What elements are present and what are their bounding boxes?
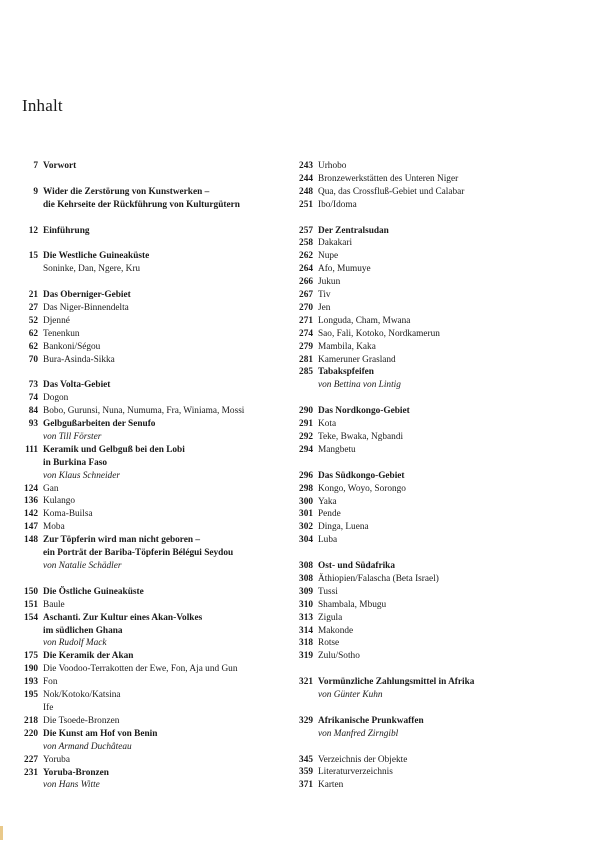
toc-entry-title: Djenné xyxy=(43,315,70,326)
toc-spacer xyxy=(290,212,590,225)
toc-entry xyxy=(290,637,590,650)
toc-page-number: 62 xyxy=(28,341,38,352)
toc-page-number: 9 xyxy=(33,186,38,197)
toc-entry xyxy=(290,612,590,625)
toc-entry xyxy=(290,263,590,276)
toc-entry xyxy=(18,392,288,405)
toc-entry-title: Rotse xyxy=(318,638,340,649)
toc-entry xyxy=(290,766,590,779)
toc-entry-title: im südlichen Ghana xyxy=(43,625,123,636)
toc-entry-title: Yoruba xyxy=(43,754,70,765)
toc-author xyxy=(290,689,590,702)
toc-entry xyxy=(290,470,590,483)
toc-page-number: 309 xyxy=(299,586,313,597)
toc-page-number: 296 xyxy=(299,470,313,481)
toc-spacer xyxy=(290,663,590,676)
toc-author xyxy=(18,431,288,444)
toc-entry-title: Shambala, Mbugu xyxy=(318,599,387,610)
toc-entry-title: Kulango xyxy=(43,496,76,507)
toc-entry-title: Das Nordkongo-Gebiet xyxy=(318,406,410,417)
toc-page-number: 301 xyxy=(299,509,313,520)
toc-page-number: 314 xyxy=(299,625,313,636)
toc-entry xyxy=(18,405,288,418)
toc-entry-title: Luba xyxy=(318,535,338,546)
toc-entry-title: Baule xyxy=(43,599,65,610)
toc-entry-title: von Manfred Zirngibl xyxy=(318,728,399,739)
toc-entry xyxy=(290,366,590,379)
toc-spacer xyxy=(290,702,590,715)
toc-entry xyxy=(18,341,288,354)
toc-entry-title: Tenenkun xyxy=(43,328,80,339)
toc-author xyxy=(18,470,288,483)
toc-page-number: 290 xyxy=(299,406,313,417)
toc-author xyxy=(290,728,590,741)
toc-entry-title: Koma-Builsa xyxy=(43,509,93,520)
toc-page-number: 70 xyxy=(28,354,38,365)
toc-page-number: 292 xyxy=(299,432,313,442)
toc-page-number: 308 xyxy=(299,561,313,572)
toc-page-number: 147 xyxy=(24,522,38,533)
toc-page-number: 298 xyxy=(299,483,313,494)
toc-page-number: 345 xyxy=(299,754,313,765)
toc-entry-title: von Till Förster xyxy=(43,431,102,442)
toc-column-right xyxy=(290,160,590,792)
toc-page-number: 15 xyxy=(28,251,38,262)
toc-entry-title: Ibo/Idoma xyxy=(318,199,357,210)
toc-entry xyxy=(18,418,288,431)
toc-entry xyxy=(290,225,590,238)
toc-entry xyxy=(290,586,590,599)
toc-entry xyxy=(18,263,288,276)
toc-entry xyxy=(18,728,288,741)
toc-entry xyxy=(18,663,288,676)
toc-page-number: 142 xyxy=(24,509,38,520)
toc-entry-title: Yoruba-Bronzen xyxy=(43,767,109,778)
toc-author xyxy=(18,779,288,792)
toc-page-number: 271 xyxy=(299,315,313,326)
toc-entry-title: Gan xyxy=(43,483,59,494)
toc-entry xyxy=(290,599,590,612)
toc-entry xyxy=(18,508,288,521)
toc-entry xyxy=(290,521,590,534)
toc-entry xyxy=(290,715,590,728)
toc-page-number: 175 xyxy=(24,651,38,662)
toc-entry-title: Bronzewerkstätten des Unteren Niger xyxy=(318,173,459,184)
toc-entry xyxy=(18,160,288,173)
toc-entry-title: Die Östliche Guineaküste xyxy=(43,586,144,597)
toc-entry-title: Jukun xyxy=(318,277,341,288)
toc-entry-title: Die Tsoede-Bronzen xyxy=(43,715,120,726)
toc-entry-title: Gelbgußarbeiten der Senufo xyxy=(43,419,156,430)
toc-entry-title: Afo, Mumuye xyxy=(318,264,371,275)
toc-entry-title: Kameruner Grasland xyxy=(318,354,396,365)
toc-entry xyxy=(290,173,590,186)
toc-entry xyxy=(18,625,288,638)
toc-page-number: 84 xyxy=(28,406,38,417)
toc-page-number: 7 xyxy=(33,161,38,171)
toc-author xyxy=(18,560,288,573)
toc-entry-title: Yaka xyxy=(318,496,337,507)
toc-page-number: 231 xyxy=(24,767,38,778)
toc-entry xyxy=(290,534,590,547)
toc-entry-title: Mambila, Kaka xyxy=(318,341,376,352)
toc-page-number: 281 xyxy=(299,354,313,365)
toc-entry xyxy=(18,612,288,625)
toc-entry-title: Die Voodoo-Terrakotten der Ewe, Fon, Aja und Gun xyxy=(43,664,238,675)
toc-entry-title: Urhobo xyxy=(318,161,347,171)
toc-page-number: 12 xyxy=(28,225,38,236)
toc-page-number: 294 xyxy=(299,444,313,455)
toc-entry-title: Teke, Bwaka, Ngbandi xyxy=(318,432,404,442)
toc-entry xyxy=(290,483,590,496)
toc-entry-title: Ife xyxy=(43,702,54,713)
toc-entry-title: Der Zentralsudan xyxy=(318,225,389,236)
toc-page-number: 227 xyxy=(24,754,38,765)
toc-page-number: 302 xyxy=(299,522,313,533)
toc-entry-title: Wider die Zerstörung von Kunstwerken – xyxy=(43,186,210,197)
toc-page-number: 258 xyxy=(299,238,313,249)
toc-author xyxy=(18,741,288,754)
toc-spacer xyxy=(290,547,590,560)
toc-page-number: 243 xyxy=(299,161,313,171)
toc-entry xyxy=(18,186,288,199)
toc-entry-title: von Hans Witte xyxy=(43,780,100,791)
toc-entry-title: Sao, Fali, Kotoko, Nordkamerun xyxy=(318,328,440,339)
toc-entry xyxy=(290,160,590,173)
toc-entry-title: Aschanti. Zur Kultur eines Akan-Volkes xyxy=(43,612,203,623)
toc-entry xyxy=(290,560,590,573)
toc-entry-title: ein Porträt der Bariba-Töpferin Bélégui Seydou xyxy=(43,548,234,559)
toc-entry-title: Zur Töpferin wird man nicht geboren – xyxy=(43,535,201,546)
toc-page-number: 313 xyxy=(299,612,313,623)
toc-entry xyxy=(18,225,288,238)
toc-spacer xyxy=(290,392,590,405)
toc-entry xyxy=(290,779,590,792)
toc-entry xyxy=(290,315,590,328)
toc-entry-title: Kota xyxy=(318,419,337,430)
toc-spacer xyxy=(18,173,288,186)
toc-spacer xyxy=(18,366,288,379)
toc-spacer xyxy=(18,237,288,250)
toc-entry-title: von Klaus Schneider xyxy=(43,470,120,481)
toc-entry-title: Das Südkongo-Gebiet xyxy=(318,470,405,481)
toc-entry-title: von Günter Kuhn xyxy=(318,690,383,701)
toc-entry-title: Pende xyxy=(318,509,341,520)
toc-entry-title: Jen xyxy=(318,302,331,313)
toc-entry xyxy=(18,354,288,367)
toc-author xyxy=(290,379,590,392)
toc-entry-title: die Kehrseite der Rückführung von Kulturgütern xyxy=(43,199,240,210)
toc-page-number: 150 xyxy=(24,586,38,597)
toc-entry-title: Die Keramik der Akan xyxy=(43,651,134,662)
toc-entry-title: in Burkina Faso xyxy=(43,457,108,468)
toc-entry xyxy=(18,495,288,508)
toc-entry-title: Literaturverzeichnis xyxy=(318,767,393,778)
toc-entry-title: Vorwort xyxy=(43,161,77,171)
toc-page-number: 136 xyxy=(24,496,38,507)
toc-entry-title: Tabakspfeifen xyxy=(318,367,374,378)
toc-page-number: 124 xyxy=(24,483,38,494)
toc-entry-title: von Rudolf Mack xyxy=(43,638,107,649)
page-title: Inhalt xyxy=(22,96,63,115)
toc-page-number: 310 xyxy=(299,599,313,610)
toc-page-number: 154 xyxy=(24,612,38,623)
toc-page-number: 274 xyxy=(299,328,313,339)
toc-entry-title: Vormünzliche Zahlungsmittel in Afrika xyxy=(318,677,475,688)
toc-entry xyxy=(18,379,288,392)
toc-entry-title: Moba xyxy=(43,522,65,533)
toc-entry xyxy=(290,676,590,689)
toc-entry-title: Nok/Kotoko/Katsina xyxy=(43,690,121,701)
toc-entry xyxy=(18,599,288,612)
toc-entry xyxy=(290,754,590,767)
toc-entry xyxy=(18,586,288,599)
toc-entry xyxy=(290,508,590,521)
toc-spacer xyxy=(290,457,590,470)
toc-entry xyxy=(18,767,288,780)
toc-entry-title: Mangbetu xyxy=(318,444,356,455)
toc-page-number: 291 xyxy=(299,419,313,430)
toc-page-number: 73 xyxy=(28,380,38,391)
toc-entry-title: Die Kunst am Hof von Benin xyxy=(43,728,158,739)
toc-entry xyxy=(18,547,288,560)
toc-entry-title: Afrikanische Prunkwaffen xyxy=(318,715,424,726)
toc-page-number: 151 xyxy=(24,599,38,610)
toc-entry-title: Bobo, Gurunsi, Nuna, Numuma, Fra, Winiama, Mossi xyxy=(43,406,245,417)
toc-page-number: 304 xyxy=(299,535,313,546)
toc-entry xyxy=(18,702,288,715)
toc-page-number: 74 xyxy=(28,393,38,404)
toc-page-number: 218 xyxy=(24,715,38,726)
toc-entry xyxy=(290,289,590,302)
toc-entry-title: Makonde xyxy=(318,625,354,636)
toc-entry-title: Verzeichnis der Objekte xyxy=(318,754,408,765)
toc-entry xyxy=(290,418,590,431)
toc-entry xyxy=(18,689,288,702)
toc-page-number: 244 xyxy=(299,173,313,184)
toc-entry-title: Dogon xyxy=(43,393,69,404)
toc-page-number: 371 xyxy=(299,780,313,791)
toc-entry xyxy=(18,483,288,496)
toc-page-number: 318 xyxy=(299,638,313,649)
toc-entry xyxy=(290,405,590,418)
toc-entry xyxy=(18,676,288,689)
toc-entry xyxy=(18,444,288,457)
toc-entry xyxy=(290,237,590,250)
toc-entry-title: Das Niger-Binnendelta xyxy=(43,302,129,313)
toc-page-number: 148 xyxy=(24,535,38,546)
toc-page-number: 359 xyxy=(299,767,313,778)
toc-entry xyxy=(18,534,288,547)
toc-spacer xyxy=(290,741,590,754)
toc-entry xyxy=(290,650,590,663)
toc-page-number: 248 xyxy=(299,186,313,197)
toc-entry xyxy=(18,315,288,328)
toc-entry xyxy=(18,328,288,341)
toc-entry-title: Dinga, Luena xyxy=(318,522,369,533)
toc-entry xyxy=(18,650,288,663)
toc-page-number: 21 xyxy=(28,290,38,300)
toc-entry-title: Die Westliche Guineaküste xyxy=(43,251,150,262)
toc-entry xyxy=(290,354,590,367)
toc-page-number: 93 xyxy=(28,419,38,430)
toc-page-number: 195 xyxy=(24,690,38,701)
toc-entry xyxy=(290,328,590,341)
toc-entry xyxy=(290,444,590,457)
toc-entry-title: Das Oberniger-Gebiet xyxy=(43,290,131,300)
toc-entry-title: von Natalie Schädler xyxy=(43,561,122,572)
toc-entry-title: von Armand Duchâteau xyxy=(43,741,132,752)
toc-entry-title: Keramik und Gelbguß bei den Lobi xyxy=(43,444,185,455)
toc-page-number: 111 xyxy=(25,444,38,455)
toc-page-number: 52 xyxy=(28,315,38,326)
toc-entry-title: Nupe xyxy=(318,251,339,262)
toc-entry-title: Soninke, Dan, Ngere, Kru xyxy=(43,264,141,275)
toc-page-number: 279 xyxy=(299,341,313,352)
toc-entry-title: von Bettina von Lintig xyxy=(318,380,401,391)
toc-author xyxy=(18,637,288,650)
toc-page-number: 193 xyxy=(24,677,38,688)
toc-entry-title: Das Volta-Gebiet xyxy=(43,380,111,391)
toc-entry-title: Karten xyxy=(318,780,344,791)
toc-entry-title: Bankoni/Ségou xyxy=(43,341,101,352)
toc-entry xyxy=(18,715,288,728)
toc-entry xyxy=(290,625,590,638)
toc-page-number: 257 xyxy=(299,225,313,236)
toc-entry xyxy=(290,250,590,263)
toc-page-number: 329 xyxy=(299,715,313,726)
toc-entry-title: Bura-Asinda-Sikka xyxy=(43,354,115,365)
toc-entry xyxy=(18,302,288,315)
toc-entry xyxy=(18,521,288,534)
toc-entry-title: Einführung xyxy=(43,225,90,236)
toc-entry xyxy=(290,496,590,509)
toc-entry-title: Äthiopien/Falascha (Beta Israel) xyxy=(318,573,439,584)
toc-page-number: 300 xyxy=(299,496,313,507)
toc-page-number: 267 xyxy=(299,290,313,301)
toc-page-number: 220 xyxy=(24,728,38,739)
toc-entry-title: Qua, das Crossfluß-Gebiet und Calabar xyxy=(318,186,465,197)
toc-page-number: 285 xyxy=(299,367,313,378)
toc-entry xyxy=(290,431,590,444)
toc-entry-title: Ost- und Südafrika xyxy=(318,561,395,572)
toc-entry xyxy=(290,186,590,199)
toc-entry-title: Longuda, Cham, Mwana xyxy=(318,315,411,326)
toc-page-number: 27 xyxy=(28,302,38,313)
toc-entry xyxy=(18,754,288,767)
toc-page-number: 190 xyxy=(24,664,38,675)
toc-entry-title: Zigula xyxy=(318,612,343,623)
toc-column-left xyxy=(18,160,288,792)
toc-page-number: 321 xyxy=(299,677,313,688)
toc-page-number: 62 xyxy=(28,328,38,339)
toc-entry-title: Tiv xyxy=(318,290,331,301)
toc-entry-title: Tussi xyxy=(318,586,338,597)
toc-page-number: 266 xyxy=(299,277,313,288)
toc-page-number: 308 xyxy=(299,573,313,584)
toc-entry xyxy=(290,276,590,289)
toc-entry xyxy=(290,341,590,354)
toc-entry-title: Fon xyxy=(43,677,58,688)
toc-entry xyxy=(18,457,288,470)
toc-page-number: 251 xyxy=(299,199,313,210)
toc-page-number: 319 xyxy=(299,651,313,662)
toc-entry-title: Dakakari xyxy=(318,238,353,249)
toc-spacer xyxy=(18,276,288,289)
toc-entry xyxy=(18,250,288,263)
toc-entry xyxy=(18,199,288,212)
page-edge-mark xyxy=(0,826,3,840)
toc-page-number: 264 xyxy=(299,264,313,275)
toc-entry xyxy=(290,302,590,315)
toc-page-number: 262 xyxy=(299,251,313,262)
toc-page-number: 270 xyxy=(299,302,313,313)
toc-entry-title: Kongo, Woyo, Sorongo xyxy=(318,483,406,494)
toc-entry-title: Zulu/Sotho xyxy=(318,651,360,662)
toc-entry xyxy=(290,573,590,586)
toc-spacer xyxy=(18,573,288,586)
toc-entry xyxy=(290,199,590,212)
toc-spacer xyxy=(18,212,288,225)
toc-entry xyxy=(18,289,288,302)
